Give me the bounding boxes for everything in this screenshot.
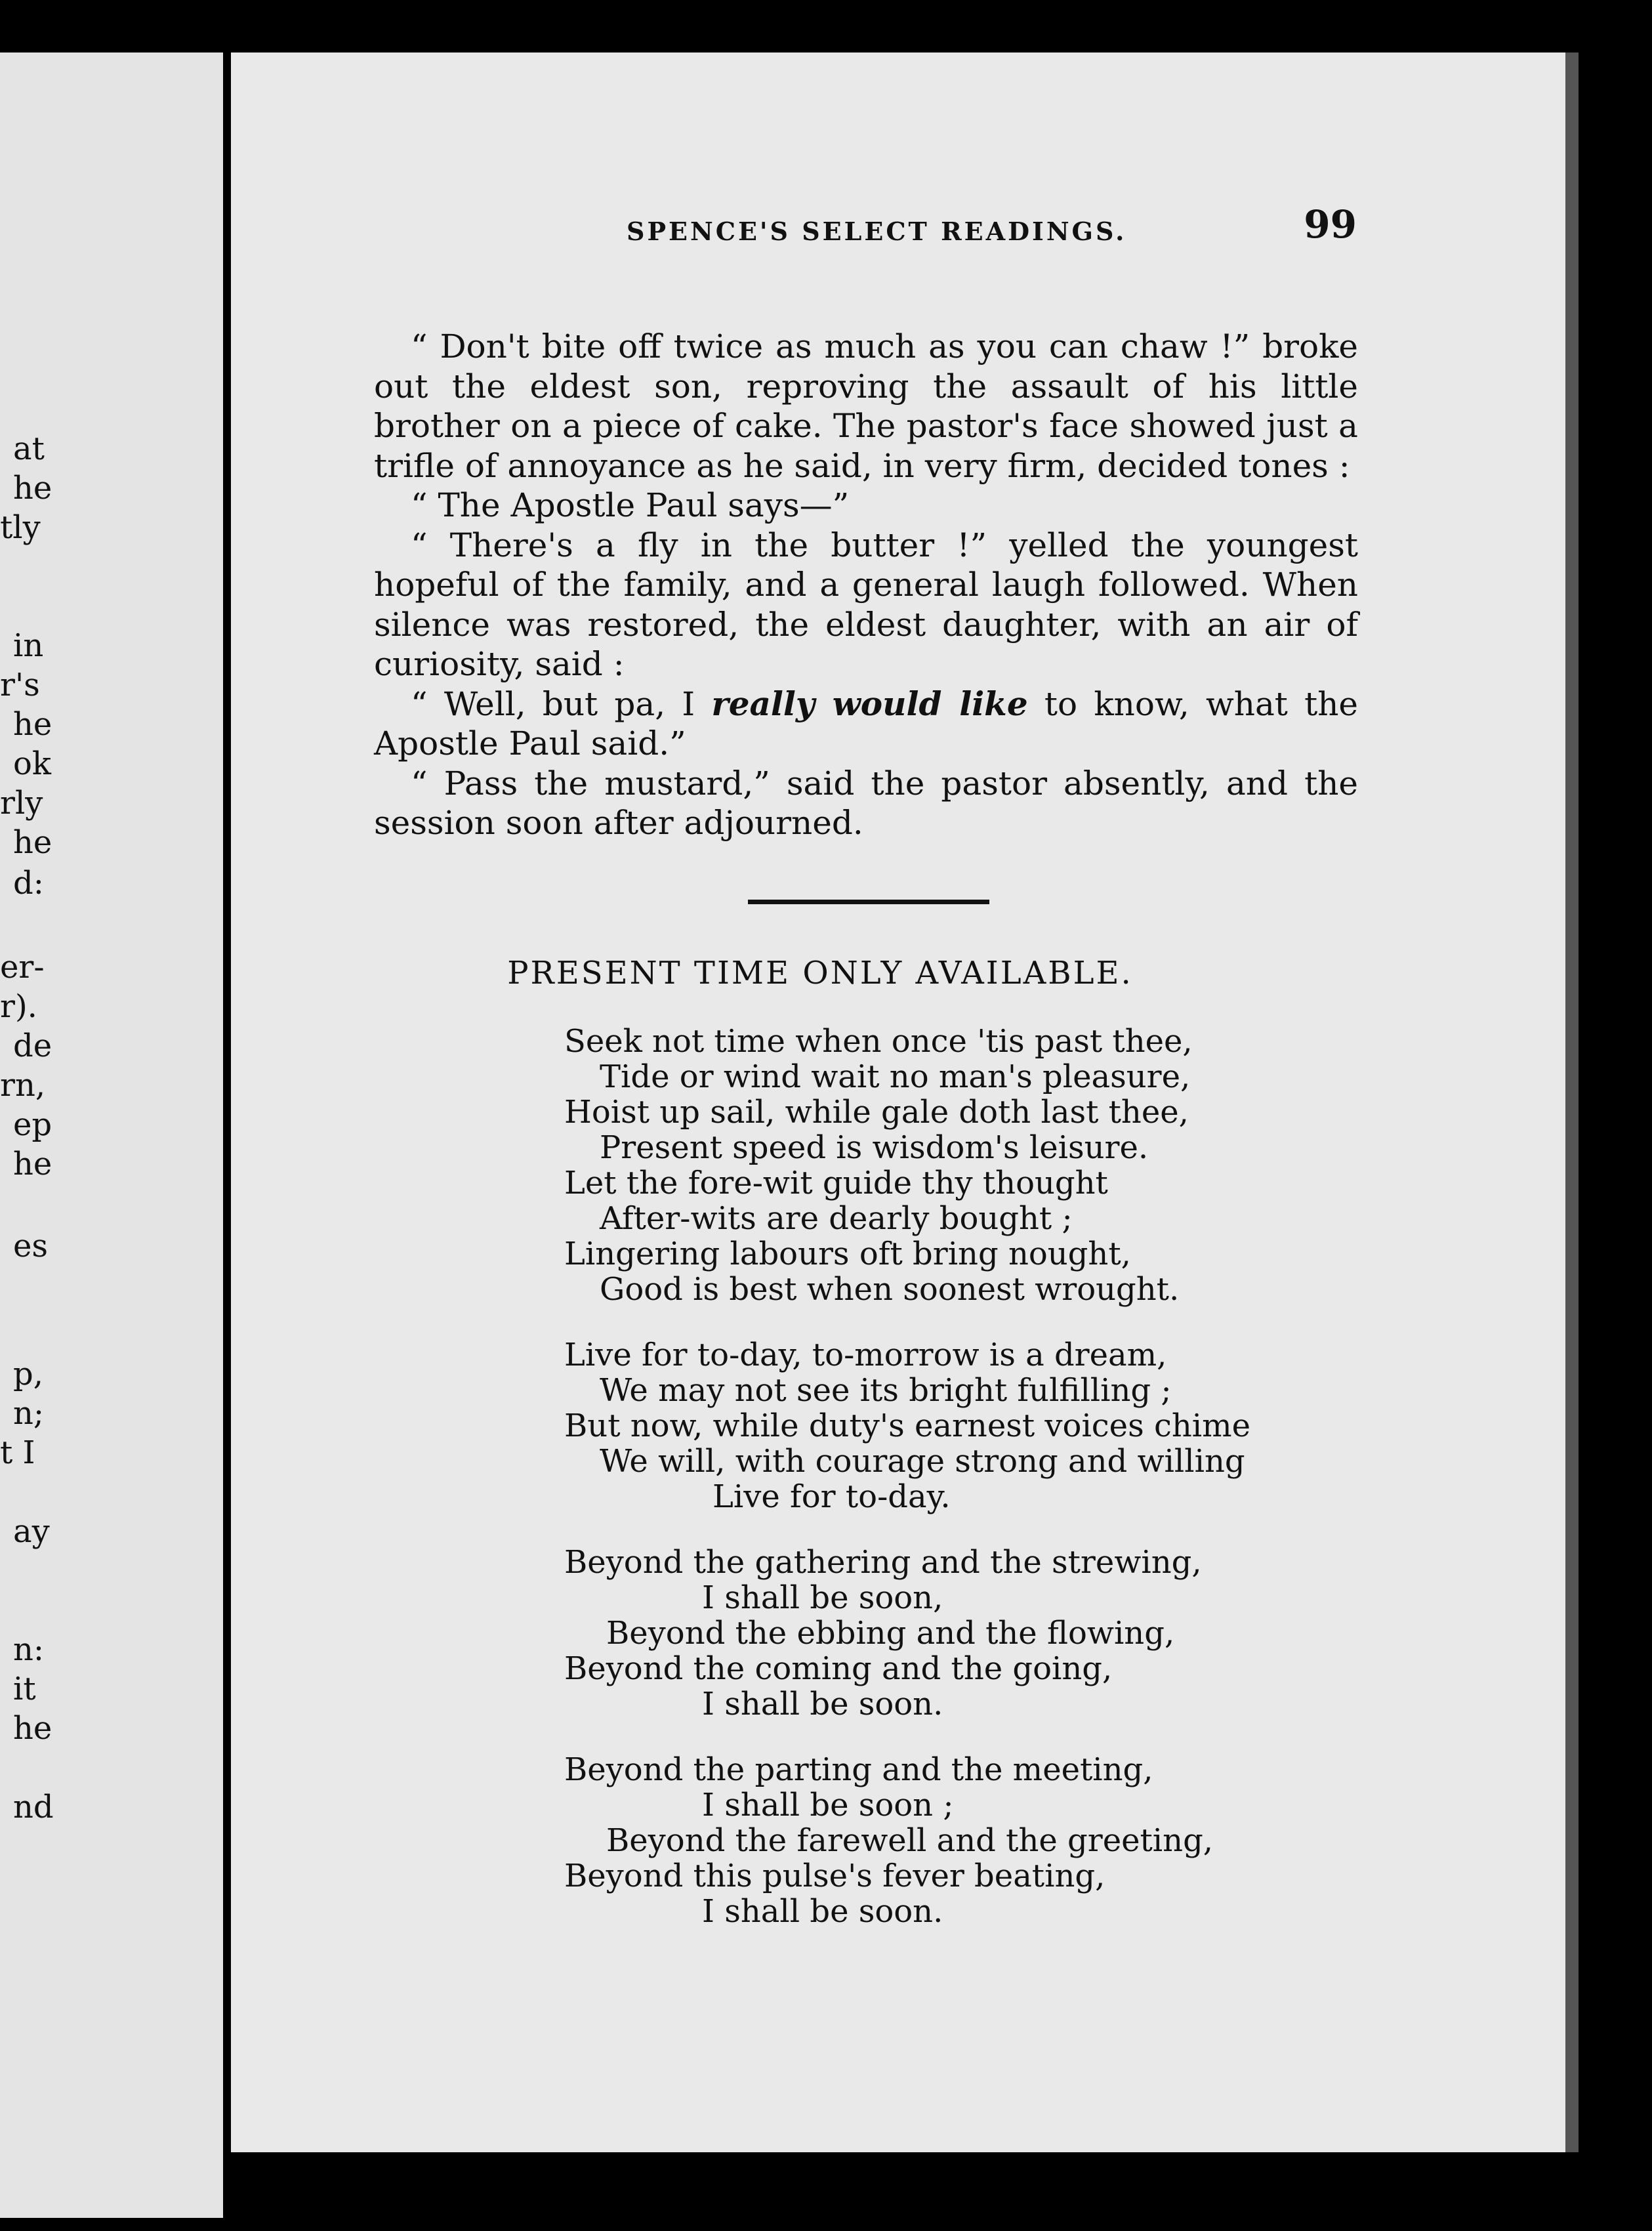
facing-page-fragment: r's: [0, 667, 40, 703]
poem-line: Beyond the farewell and the greeting,: [606, 1822, 1214, 1859]
poem-line: Beyond the ebbing and the flowing,: [606, 1615, 1175, 1652]
page-number: 99: [1304, 202, 1357, 247]
paragraph-text: to know, what the Apostle Paul said.”: [374, 684, 1359, 762]
facing-page-fragment: he: [13, 1146, 52, 1182]
poem-line: Present speed is wisdom's leisure.: [600, 1129, 1149, 1166]
stanza: [564, 1545, 1417, 1722]
poem-line: Hoist up sail, while gale doth last thee,: [564, 1094, 1189, 1131]
stanza: [564, 1752, 1417, 1929]
poem-line: We will, with courage strong and willing: [600, 1443, 1245, 1480]
poem-line: Beyond the parting and the meeting,: [564, 1751, 1153, 1788]
facing-page-fragment: he: [13, 824, 52, 861]
poem-line: Good is best when soonest wrought.: [600, 1271, 1180, 1308]
poem-line: I shall be soon ;: [702, 1787, 954, 1824]
left-page: [0, 52, 223, 2218]
stanza: [564, 1337, 1417, 1514]
poem-line: We may not see its bright fulfilling ;: [600, 1372, 1172, 1409]
book-spine: [223, 52, 231, 2218]
facing-page-fragment: ok: [13, 745, 51, 782]
paragraph: “ The Apostle Paul says—”: [411, 486, 850, 524]
page-edge: [1565, 52, 1579, 2152]
poem-line: After-wits are dearly bought ;: [600, 1200, 1073, 1237]
poem-line: Live for to-day.: [712, 1478, 951, 1515]
facing-page-fragment: he: [13, 1710, 52, 1747]
facing-page-fragment: at: [13, 430, 45, 467]
poem-line: But now, while duty's earnest voices chime: [564, 1407, 1251, 1444]
poem-line: Live for to-day, to-morrow is a dream,: [564, 1337, 1167, 1373]
poem-line: I shall be soon,: [702, 1579, 943, 1616]
poem-title: PRESENT TIME ONLY AVAILABLE.: [507, 955, 1133, 991]
facing-page-fragment: rly: [0, 785, 43, 822]
poem-line: Beyond this pulse's fever beating,: [564, 1858, 1105, 1894]
paragraph: [374, 684, 1358, 764]
facing-page-fragment: he: [13, 706, 52, 743]
facing-page-fragment: rn,: [0, 1067, 46, 1104]
poem-line: I shall be soon.: [702, 1893, 943, 1930]
facing-page-fragment: n;: [13, 1395, 45, 1432]
facing-page-fragment: nd: [13, 1789, 54, 1825]
poem: [564, 1024, 1417, 1959]
poem-line: Lingering labours oft bring nought,: [564, 1236, 1131, 1272]
facing-page-fragment: in: [13, 627, 44, 664]
facing-page-fragment: r).: [0, 988, 37, 1025]
running-head-title: SPENCE'S SELECT READINGS.: [627, 217, 1127, 246]
poem-line: Let the fore-wit guide thy thought: [564, 1165, 1108, 1201]
stanza: [564, 1024, 1417, 1307]
facing-page-fragment: de: [13, 1028, 52, 1064]
facing-page-fragment: p,: [13, 1356, 43, 1392]
section-divider: [748, 900, 989, 904]
facing-page-fragment: t I: [0, 1434, 35, 1471]
facing-page-fragment: ep: [13, 1106, 52, 1143]
facing-page-fragment: er-: [0, 949, 45, 986]
emphasis-text: really would like: [711, 684, 1028, 723]
poem-line: Seek not time when once 'tis past thee,: [564, 1023, 1193, 1060]
prose-body: [374, 327, 1358, 843]
paragraph: “ Pass the mustard,” said the pastor absently, and the session soon after adjourned.: [374, 764, 1358, 842]
paragraph: “ There's a fly in the butter !” yelled the youngest hopeful of the family, and a general laugh followed. When silence was restored, the eldest daughter, with an air of curiosity, said :: [374, 526, 1358, 683]
facing-page-fragment: es: [13, 1228, 49, 1264]
facing-page-fragment: it: [13, 1671, 36, 1707]
poem-line: Beyond the coming and the going,: [564, 1650, 1113, 1687]
running-head: [394, 202, 1365, 255]
poem-line: Tide or wind wait no man's pleasure,: [600, 1058, 1191, 1095]
poem-line: I shall be soon.: [702, 1686, 943, 1722]
poem-line: Beyond the gathering and the strewing,: [564, 1544, 1202, 1581]
paragraph-text: “ Well, but pa, I: [411, 684, 712, 723]
facing-page-fragment: he: [13, 470, 52, 507]
facing-page-fragment: ay: [13, 1513, 50, 1550]
facing-page-fragment: n:: [13, 1631, 45, 1668]
paragraph: “ Don't bite off twice as much as you can chaw !” broke out the eldest son, reproving the assault of his little brother on a piece of cake. The pastor's face showed just a trifle of annoyance as he said, in very firm, decided tones :: [374, 327, 1358, 485]
facing-page-fragment: tly: [0, 509, 41, 546]
facing-page-fragment: d:: [13, 865, 44, 902]
